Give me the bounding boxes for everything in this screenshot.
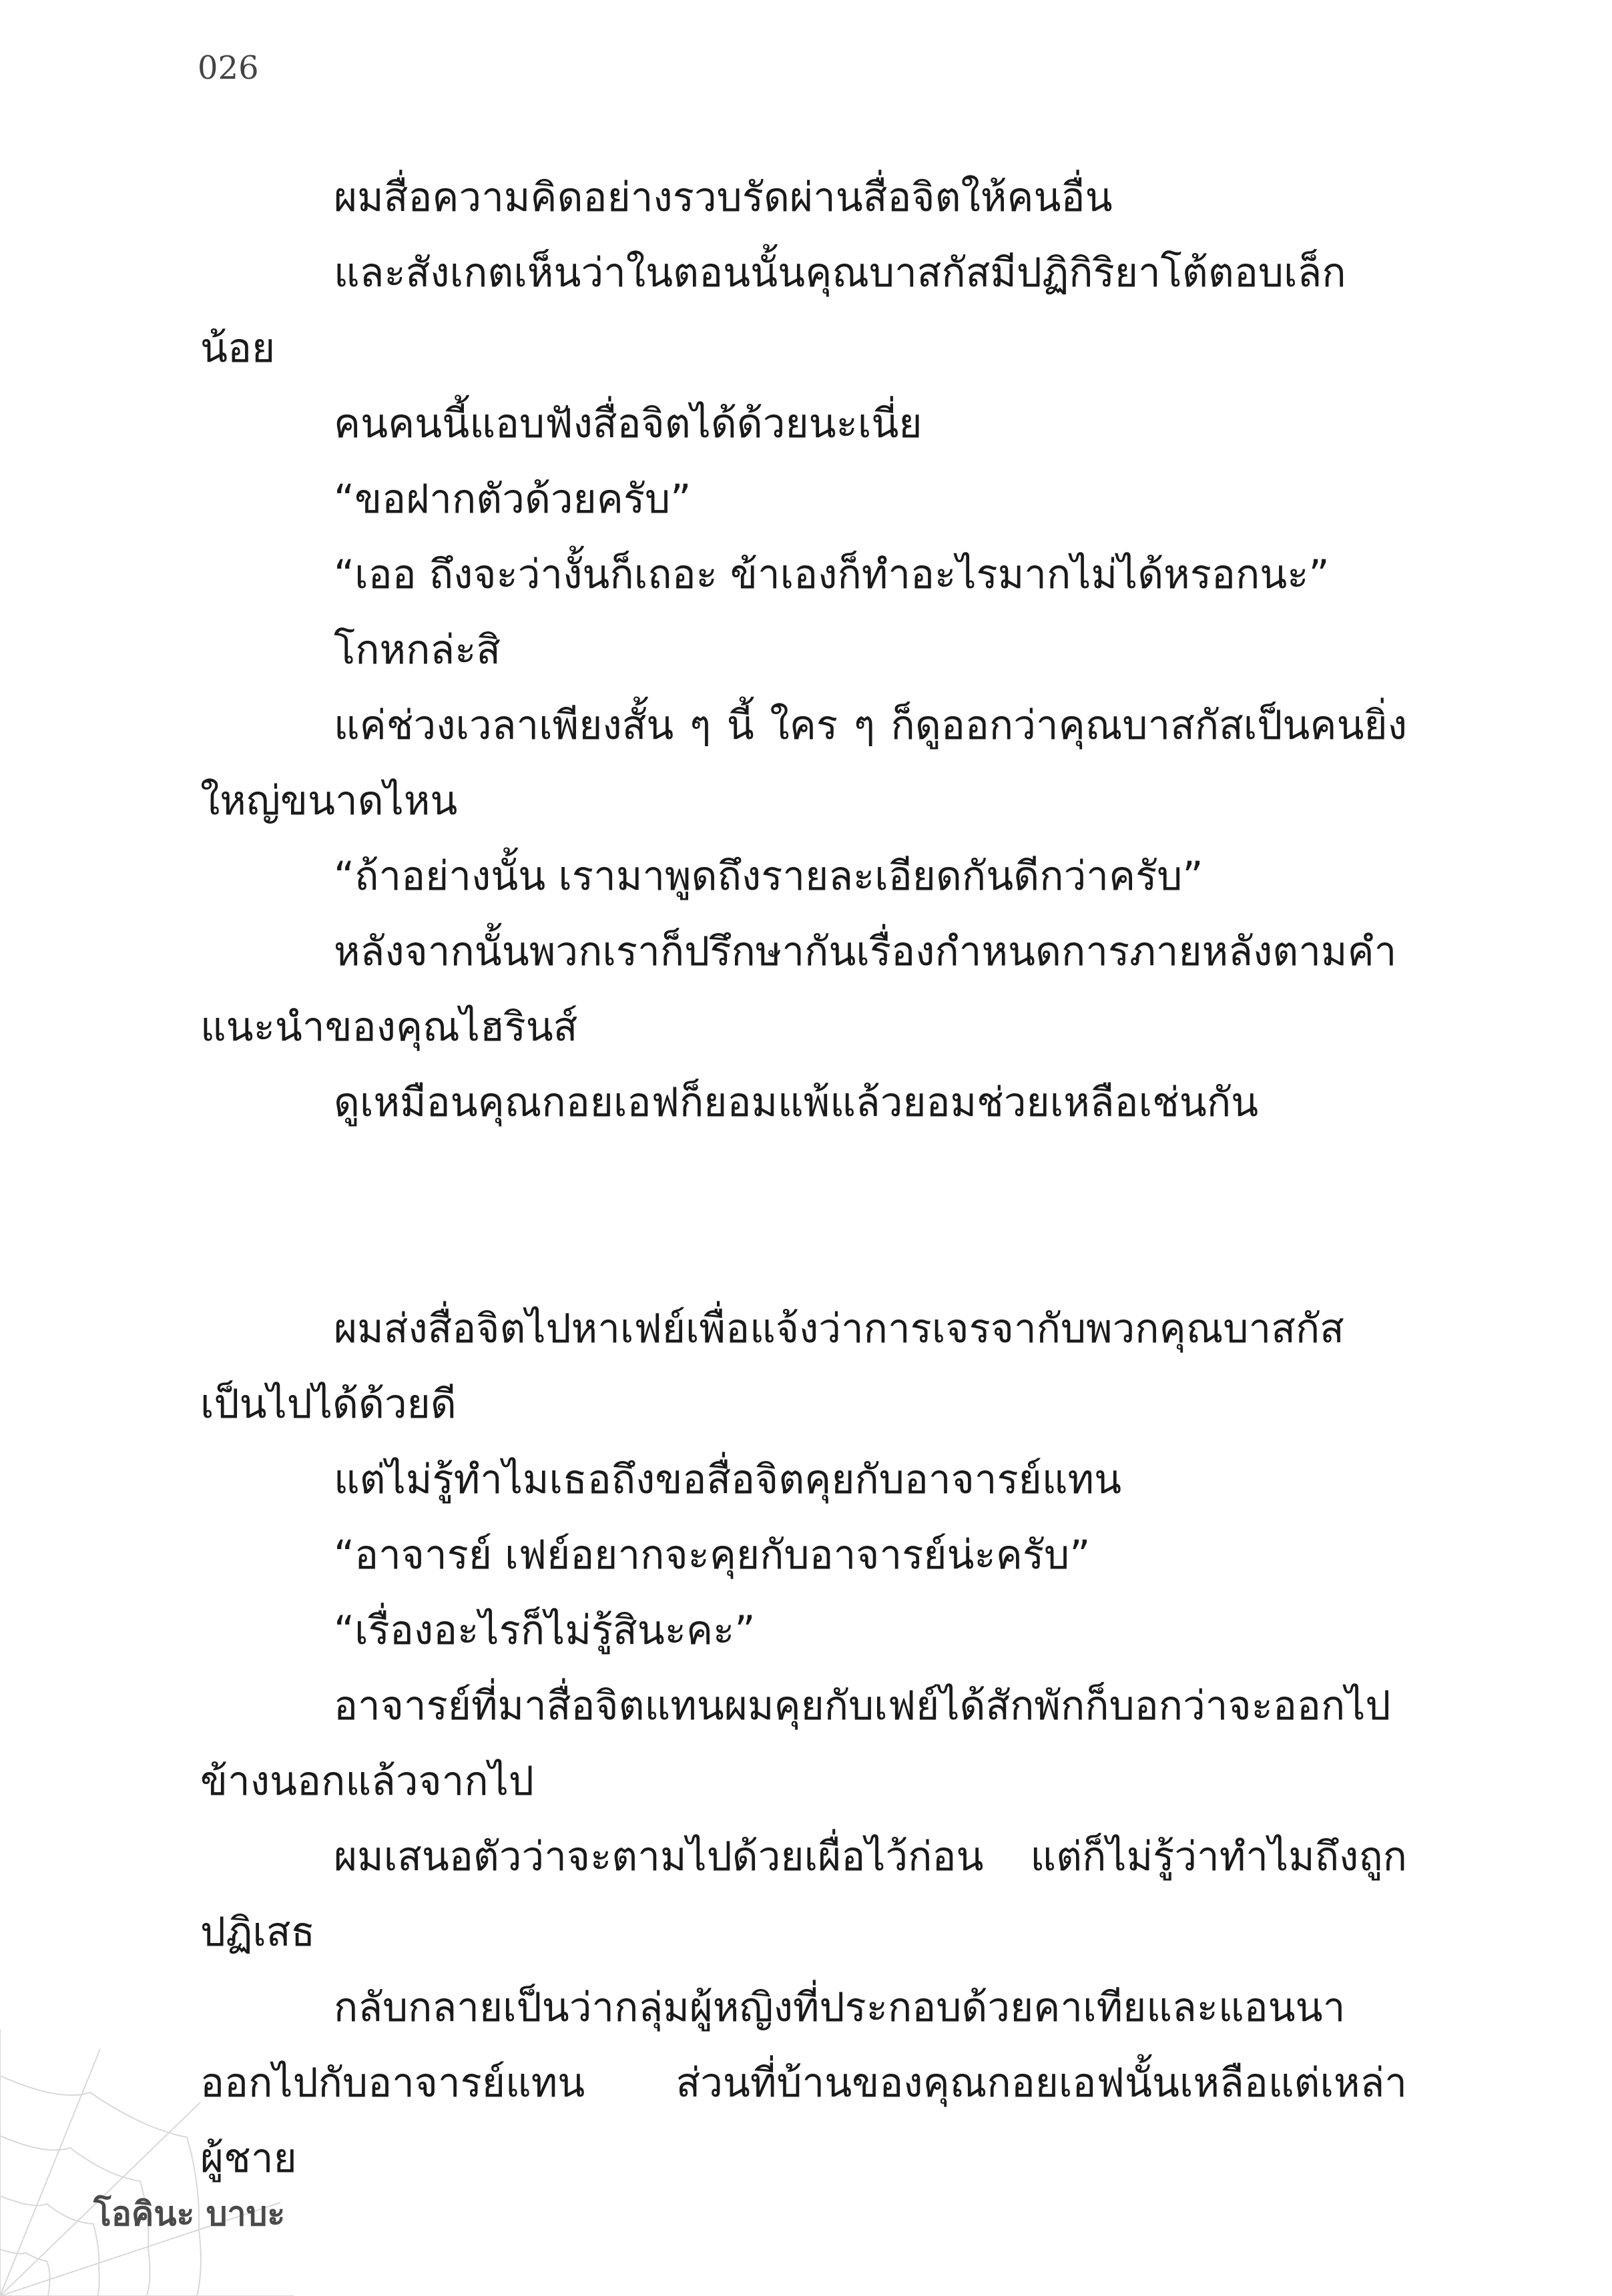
paragraph: โกหกล่ะสิ (334, 627, 501, 673)
page-number: 026 (198, 49, 259, 87)
body-text (200, 160, 1407, 2197)
scene-break (200, 1141, 1407, 1292)
paragraph: กลับกลายเป็นว่ากลุ่มผู้หญิงที่ประกอบด้วยคาเทียและแอนนาออกไปกับอาจารย์แทน ส่วนที่บ้านของคุณกอยเอฟนั้นเหลือแต่เหล่าผู้ชาย (200, 1984, 1407, 2182)
paragraph: อาจารย์ที่มาสื่อจิตแทนผมคุยกับเฟย์ได้สักพักก็บอกว่าจะออกไปข้างนอกแล้วจากไป (200, 1683, 1391, 1805)
paragraph: “ถ้าอย่างนั้น เรามาพูดถึงรายละเอียดกันดีกว่าครับ” (334, 853, 1203, 900)
paragraph: แค่ช่วงเวลาเพียงสั้น ๆ นี้ ใคร ๆ ก็ดูออกว่าคุณบาสกัสเป็นคนยิ่งใหญ่ขนาดไหน (200, 702, 1407, 824)
paragraph: “อาจารย์ เฟย์อยากจะคุยกับอาจารย์น่ะครับ” (334, 1532, 1091, 1579)
author-name: โอคินะ บาบะ (93, 2195, 286, 2233)
paragraph: หลังจากนั้นพวกเราก็ปรึกษากันเรื่องกำหนดการภายหลังตามคำแนะนำของคุณไฮรินส์ (200, 928, 1397, 1051)
paragraph: ดูเหมือนคุณกอยเอฟก็ยอมแพ้แล้วยอมช่วยเหลือเช่นกัน (334, 1079, 1259, 1126)
paragraph: ผมเสนอตัวว่าจะตามไปด้วยเผื่อไว้ก่อน แต่ก็ไม่รู้ว่าทำไมถึงถูกปฏิเสธ (200, 1833, 1407, 1956)
paragraph: “ขอฝากตัวด้วยครับ” (334, 476, 692, 523)
paragraph: แต่ไม่รู้ทำไมเธอถึงขอสื่อจิตคุยกับอาจารย์แทน (334, 1456, 1122, 1503)
spider-web-icon (0, 2029, 294, 2296)
paragraph: “เรื่องอะไรก็ไม่รู้สินะคะ” (334, 1607, 756, 1654)
paragraph: คนคนนี้แอบฟังสื่อจิตได้ด้วยนะเนี่ย (334, 400, 922, 447)
paragraph: ผมส่งสื่อจิตไปหาเฟย์เพื่อแจ้งว่าการเจรจากับพวกคุณบาสกัสเป็นไปได้ด้วยดี (200, 1306, 1344, 1428)
paragraph: ผมสื่อความคิดอย่างรวบรัดผ่านสื่อจิตให้คนอื่น (334, 174, 1113, 221)
paragraph: และสังเกตเห็นว่าในตอนนั้นคุณบาสกัสมีปฏิกิริยาโต้ตอบเล็กน้อย (200, 250, 1346, 372)
paragraph: “เออ ถึงจะว่างั้นก็เถอะ ข้าเองก็ทำอะไรมากไม่ได้หรอกนะ” (334, 551, 1330, 598)
